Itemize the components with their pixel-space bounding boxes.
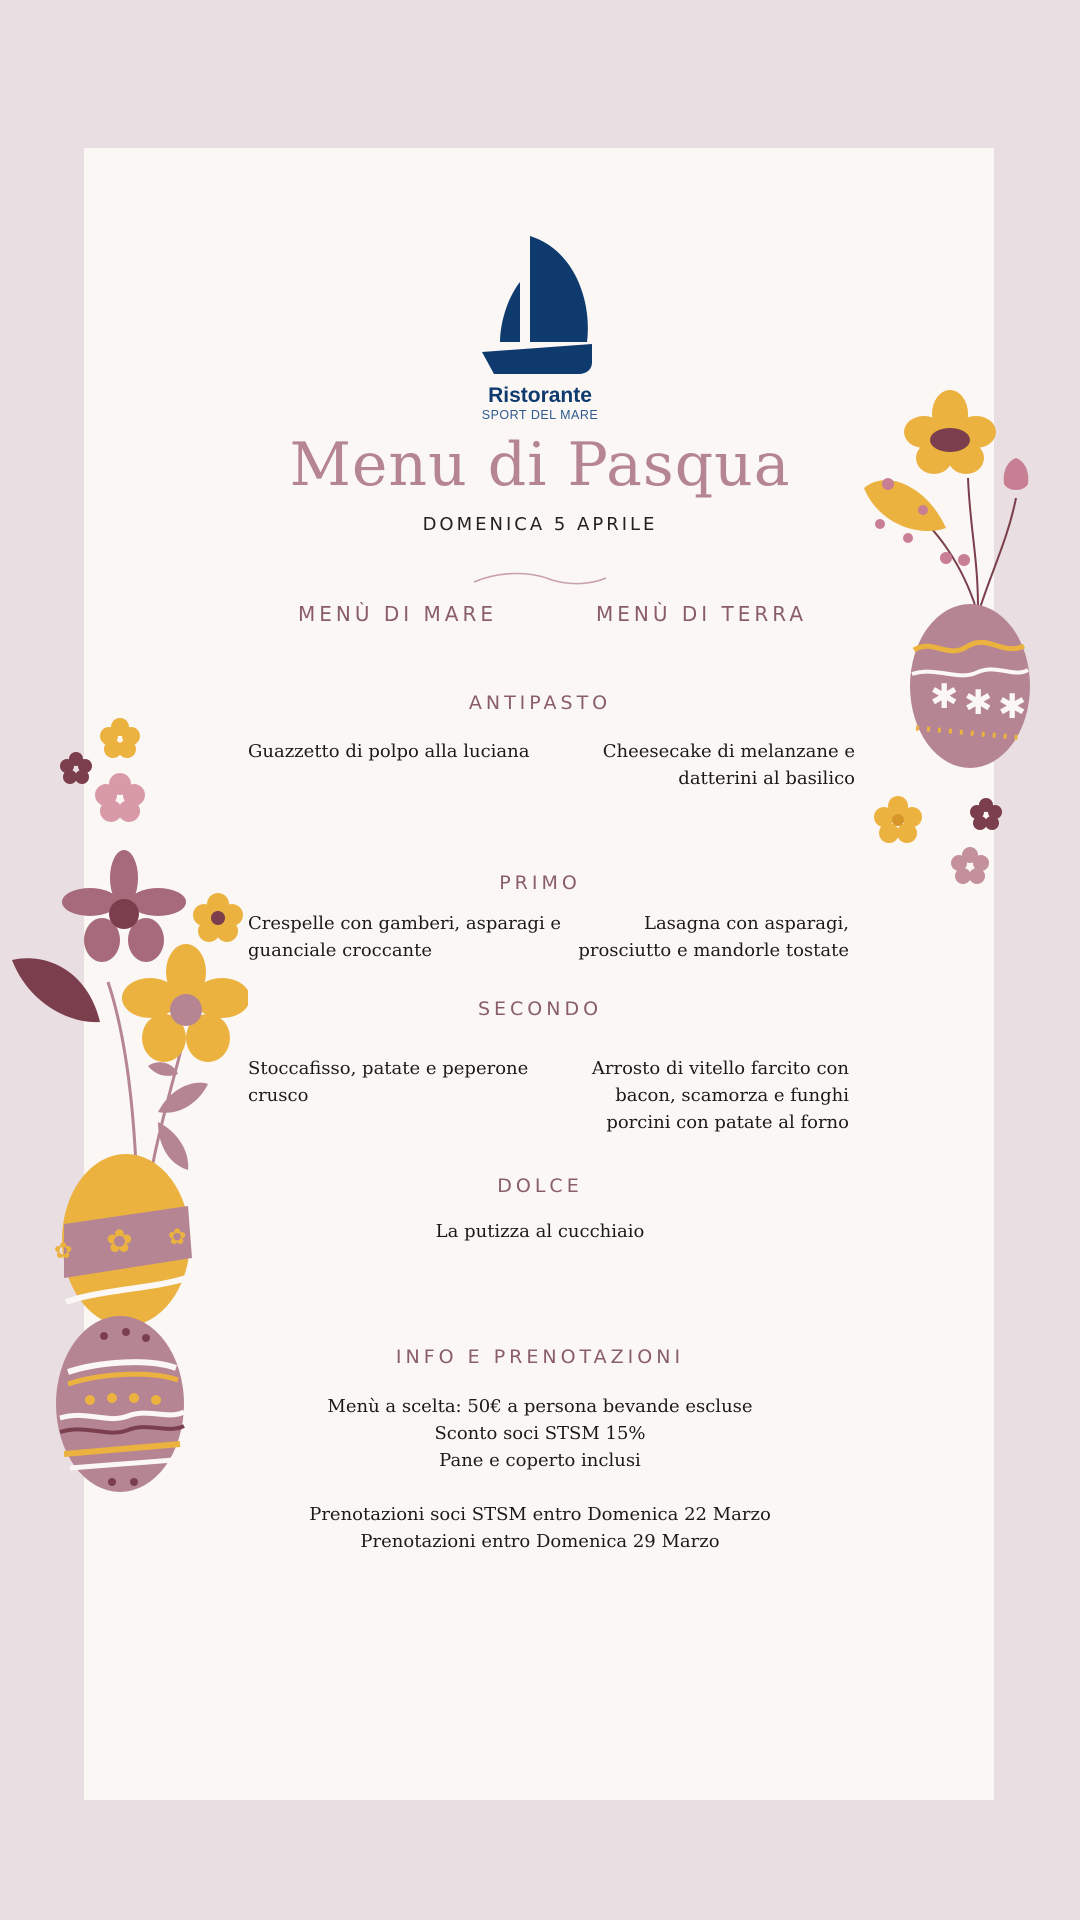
dish-primo-land: Lasagna con asparagi, prosciutto e mandorle tostate [578, 913, 849, 961]
dish-dolce: La putizza al cucchiaio [435, 1221, 645, 1242]
svg-text:✱: ✱ [998, 687, 1027, 727]
page-title: Menu di Pasqua [289, 430, 791, 500]
dish-antipasto-sea: Guazzetto di polpo alla luciana [248, 741, 530, 762]
dish-secondo-land: Arrosto di vitello farcito con bacon, scamorza e funghi porcini con patate al forno [591, 1058, 849, 1133]
section-antipasto: ANTIPASTO [468, 692, 612, 714]
dish-antipasto-land: Cheesecake di melanzane e datterini al basilico [602, 741, 855, 789]
flower-egg-right-decoration [858, 388, 1038, 898]
svg-text:✱: ✱ [930, 677, 959, 717]
svg-text:✿: ✿ [168, 1225, 187, 1250]
svg-text:✿: ✿ [54, 1239, 73, 1264]
dish-primo-sea: Crespelle con gamberi, asparagi e guanciale croccante [248, 913, 562, 961]
section-dolce: DOLCE [497, 1175, 583, 1197]
section-info: INFO E PRENOTAZIONI [395, 1346, 685, 1368]
dish-secondo-sea: Stoccafisso, patate e peperone crusco [248, 1058, 529, 1106]
svg-text:✿: ✿ [106, 1222, 133, 1260]
brand-subtitle: SPORT DEL MARE [481, 408, 599, 422]
info-block: Menù a scelta: 50€ a persona bevande escluse Sconto soci STSM 15% Pane e coperto inclusi Prenotazioni soci STSM entro Domenica 22 Marzo Prenotazioni entro Domenica 29 Marzo [309, 1396, 771, 1552]
section-secondo: SECONDO [477, 998, 603, 1020]
flower-egg-left-decoration [8, 712, 248, 1502]
svg-text:✱: ✱ [964, 683, 993, 723]
event-date: DOMENICA 5 APRILE [422, 514, 658, 535]
wave-divider [472, 570, 608, 590]
section-primo: PRIMO [499, 872, 581, 894]
menu-land-heading: MENÙ DI TERRA [596, 602, 808, 626]
menu-sea-heading: MENÙ DI MARE [298, 602, 497, 626]
brand-name: Ristorante [488, 384, 592, 407]
